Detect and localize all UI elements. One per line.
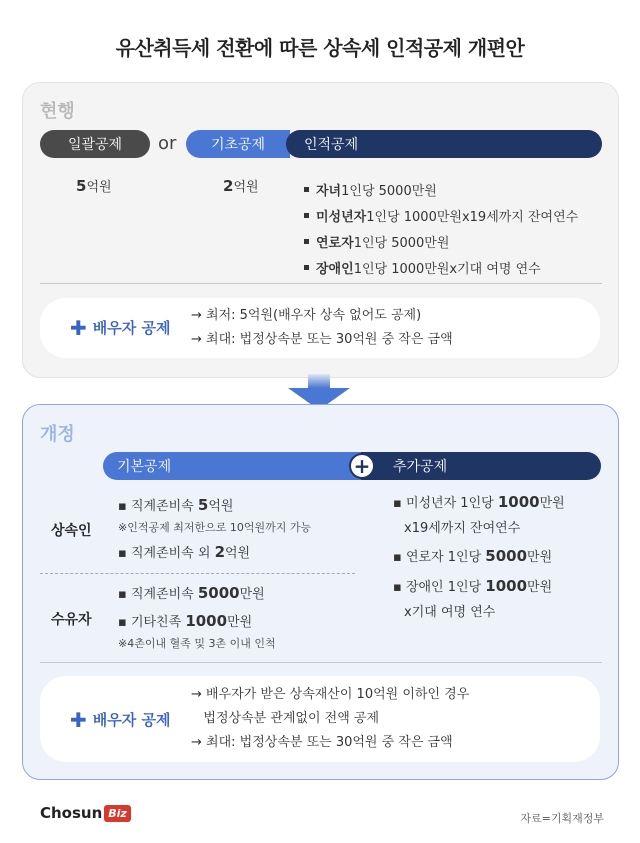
item-text: 1인당 1000만원x기대 여명 연수	[353, 261, 541, 277]
item-bold: 1000	[497, 493, 540, 511]
heir-item	[118, 495, 233, 514]
item-bold: 미성년자	[316, 209, 367, 225]
spouse-line: → 최저: 5억원(배우자 상속 없어도 공제)	[191, 308, 422, 323]
item-bold: 1000	[185, 612, 228, 630]
heir-label: 상속인	[51, 523, 92, 539]
heir-note: ※인적공제 최저한으로 10억원까지 가능	[118, 521, 312, 534]
item-text: ▪ 장애인 1인당	[393, 580, 486, 595]
list-item	[304, 228, 578, 254]
basic-amount-number: 2	[223, 177, 234, 195]
item-text: ▪ 직계존비속	[118, 587, 198, 602]
lump-amount-unit: 억원	[86, 180, 112, 195]
bene-item	[118, 583, 265, 602]
basic-amount	[223, 176, 259, 195]
revised-divider	[40, 662, 602, 663]
spouse-line: → 최대: 법정상속분 또는 30억원 중 작은 금액	[191, 332, 453, 347]
add-item	[393, 546, 552, 565]
bene-item	[118, 611, 252, 630]
item-bold: 1000	[485, 577, 528, 595]
list-item	[304, 254, 578, 280]
item-bold: 5000	[485, 547, 528, 565]
logo-main: Chosun	[40, 804, 103, 822]
heir-item	[118, 542, 250, 561]
revised-label: 개정	[40, 424, 75, 445]
item-text: ▪ 연로자 1인당	[393, 550, 486, 565]
dotted-divider	[40, 573, 355, 574]
item-text: 1인당 5000만원	[341, 183, 437, 199]
current-divider	[40, 283, 602, 284]
item-bold: 장애인	[316, 261, 354, 277]
item-text: 1인당 5000만원	[353, 235, 450, 251]
item-text: 만원	[227, 615, 253, 630]
item-text: 만원	[539, 496, 565, 511]
item-text: ▪ 기타친족	[118, 615, 186, 630]
spouse-label: 배우자 공제	[92, 319, 171, 337]
current-personal-list	[304, 176, 578, 280]
item-bold: 2	[214, 543, 225, 561]
item-bold: 5000	[197, 584, 240, 602]
source-credit: 자료=기획재정부	[520, 812, 604, 825]
current-label: 현행	[40, 101, 75, 122]
item-text: 억원	[208, 499, 234, 514]
beneficiary-label: 수유자	[51, 612, 92, 628]
chosunbiz-logo	[40, 804, 131, 822]
additional-deduction-pill: 추가공제	[361, 452, 601, 480]
item-text: ▪ 미성년자 1인당	[393, 496, 498, 511]
bullet-icon	[304, 239, 309, 244]
logo-biz: Biz	[104, 805, 131, 822]
item-text: 만원	[527, 550, 553, 565]
or-text: or	[158, 133, 177, 154]
item-text: 억원	[225, 546, 251, 561]
lump-amount-number: 5	[76, 177, 87, 195]
list-item	[304, 202, 578, 228]
item-bold: 5	[197, 496, 209, 514]
lump-deduction-pill: 일괄공제	[40, 130, 150, 158]
item-bold: 자녀	[316, 183, 342, 199]
plus-icon: ✚	[70, 707, 87, 732]
item-text: ▪ 직계존비속 외	[118, 546, 215, 561]
base-deduction-pill: 기본공제	[103, 452, 361, 480]
plus-icon: ✚	[70, 315, 87, 340]
spouse-line: → 최대: 법정상속분 또는 30억원 중 작은 금액	[191, 735, 453, 750]
list-item	[304, 176, 578, 202]
current-spouse-details	[191, 304, 453, 352]
add-item	[393, 492, 565, 511]
bullet-icon	[304, 187, 309, 192]
spouse-line: 법정상속분 관계없이 전액 공제	[191, 711, 380, 726]
basic-deduction-label: 기초공제	[186, 130, 290, 158]
spouse-line: → 배우자가 받은 상속재산이 10억원 이하인 경우	[191, 687, 470, 702]
item-text: ▪ 직계존비속	[118, 499, 198, 514]
item-text: 1인당 1000만원x19세까지 잔여연수	[366, 209, 579, 225]
item-bold: 연로자	[316, 235, 354, 251]
page-title: 유산취득세 전환에 따른 상속세 인적공제 개편안	[115, 36, 525, 60]
bene-note: ※4촌이내 혈족 및 3촌 이내 인척	[118, 637, 276, 650]
spouse-label: 배우자 공제	[92, 711, 171, 729]
bullet-icon	[304, 213, 309, 218]
add-item-line2: x기대 여명 연수	[404, 605, 496, 620]
basic-amount-unit: 억원	[233, 180, 259, 195]
revised-spouse-tag	[70, 709, 170, 730]
add-item	[393, 576, 552, 595]
revised-spouse-details	[191, 683, 469, 755]
plus-circle-icon: +	[349, 453, 375, 479]
item-text: 만원	[239, 587, 265, 602]
basic-personal-pill	[186, 130, 602, 158]
item-text: 만원	[527, 580, 553, 595]
add-item-line2: x19세까지 잔여연수	[404, 521, 521, 536]
lump-amount	[76, 176, 112, 195]
personal-deduction-label: 인적공제	[286, 130, 602, 158]
current-spouse-tag	[70, 317, 170, 338]
bullet-icon	[304, 265, 309, 270]
